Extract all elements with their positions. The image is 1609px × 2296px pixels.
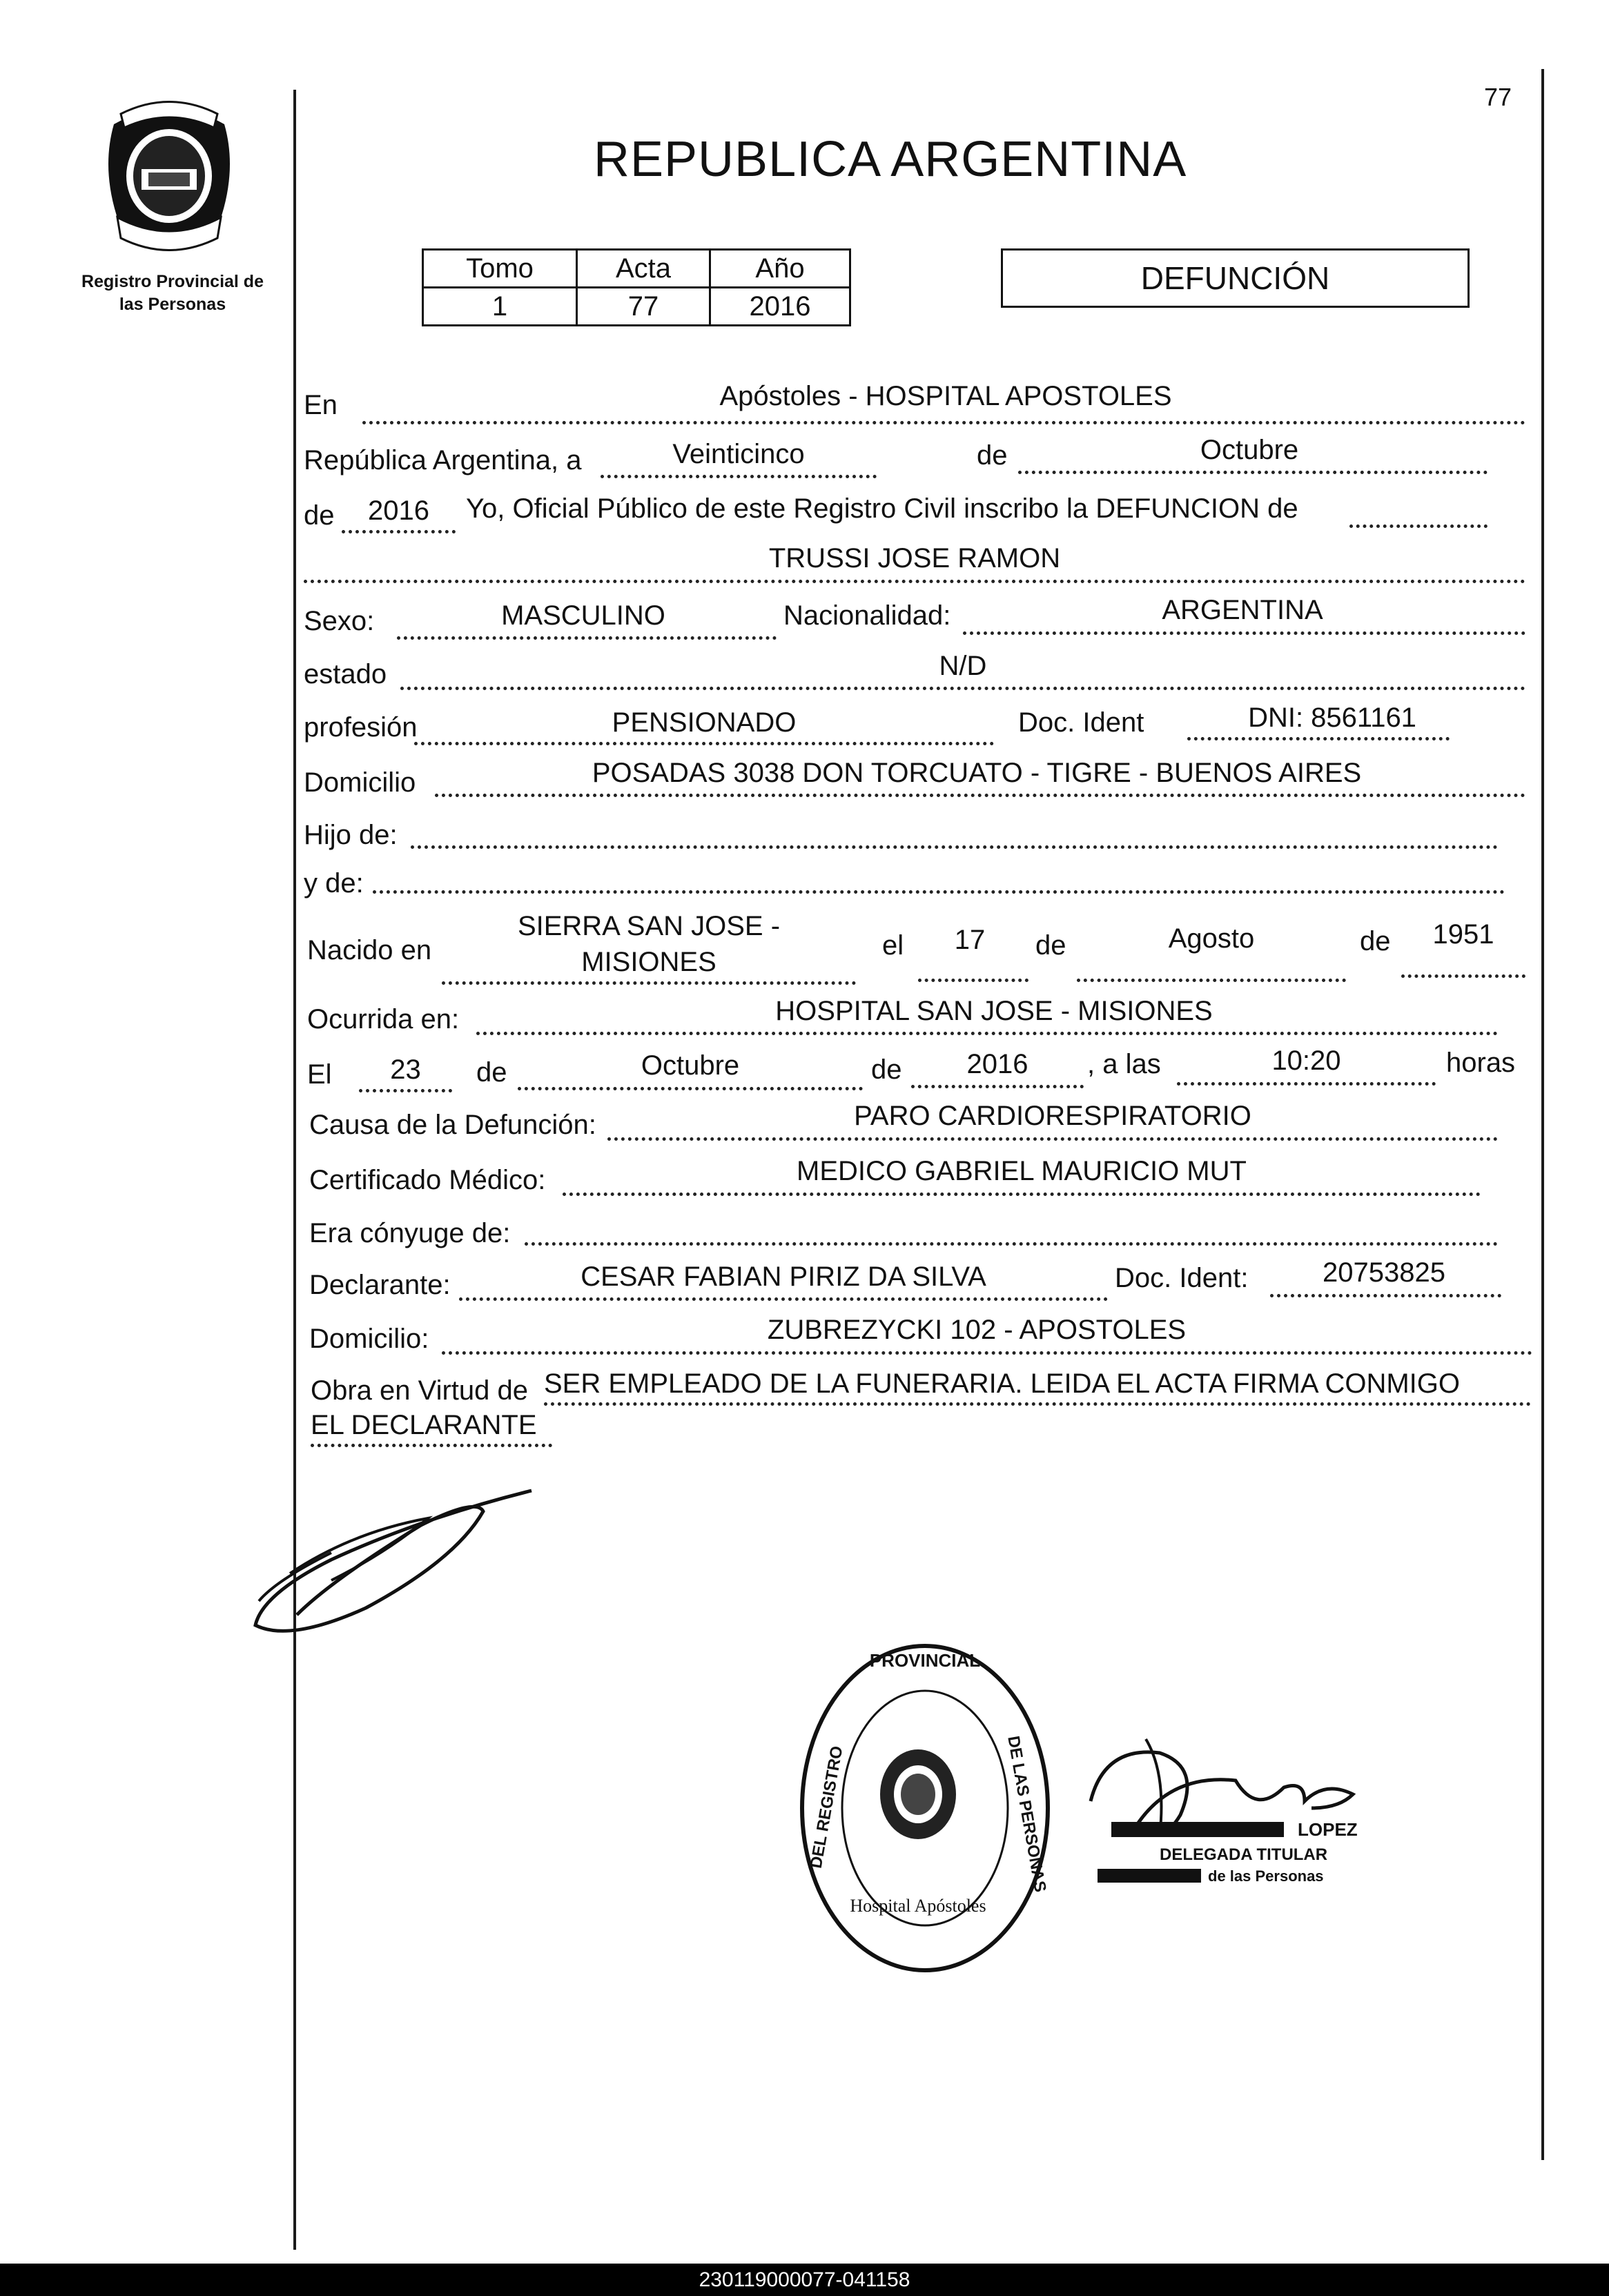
value-obra-line1: SER EMPLEADO DE LA FUNERARIA. LEIDA EL ACTA FIRMA CONMIGO xyxy=(544,1368,1460,1399)
label-doc-ident: Doc. Ident: xyxy=(1115,1263,1249,1293)
label-de: de xyxy=(476,1057,507,1088)
value-place: Apóstoles - HOSPITAL APOSTOLES xyxy=(719,381,1172,411)
label-declarante: Declarante: xyxy=(309,1270,451,1300)
registry-caption-line1: Registro Provincial de xyxy=(81,272,264,291)
dotted-line xyxy=(1401,974,1525,978)
value-declarante: CESAR FABIAN PIRIZ DA SILVA xyxy=(581,1262,986,1292)
label-de: de xyxy=(871,1054,902,1085)
svg-text:DE LAS PERSONAS: DE LAS PERSONAS xyxy=(1004,1734,1050,1894)
provincial-seal-logo xyxy=(93,97,245,259)
value-year: 2016 xyxy=(368,495,429,526)
dotted-line xyxy=(400,687,1525,690)
dotted-line xyxy=(1077,979,1346,982)
dotted-line xyxy=(911,1085,1084,1088)
dotted-line xyxy=(476,1032,1498,1035)
record-table-cell: 2016 xyxy=(710,288,850,326)
dotted-line xyxy=(1349,524,1488,528)
dotted-line xyxy=(359,1089,452,1092)
value-ocurrida-en: HOSPITAL SAN JOSE - MISIONES xyxy=(775,996,1213,1026)
dotted-line xyxy=(362,421,1525,424)
dotted-line xyxy=(1177,1082,1436,1086)
svg-text:de las Personas: de las Personas xyxy=(1208,1867,1324,1885)
value-declarante-doc: 20753825 xyxy=(1323,1257,1445,1288)
svg-text:PROVINCIAL: PROVINCIAL xyxy=(869,1650,981,1671)
value-declarante-domicilio: ZUBREZYCKI 102 - APOSTOLES xyxy=(767,1315,1187,1345)
page-number: 77 xyxy=(1484,83,1512,111)
value-certificado: MEDICO GABRIEL MAURICIO MUT xyxy=(797,1156,1247,1186)
official-title: DELEGADA TITULAR xyxy=(1160,1845,1328,1864)
dotted-line xyxy=(442,1351,1532,1355)
value-nacido-en-line2: MISIONES xyxy=(581,947,716,977)
dotted-line xyxy=(525,1242,1498,1246)
label-de: de xyxy=(304,500,335,531)
value-causa: PARO CARDIORESPIRATORIO xyxy=(854,1101,1251,1131)
dotted-line xyxy=(963,631,1525,635)
value-obra-line2: EL DECLARANTE xyxy=(311,1410,537,1440)
value-estado: N/D xyxy=(939,651,987,681)
dotted-line xyxy=(918,979,1028,982)
label-y-de: y de: xyxy=(304,868,364,899)
label-horas: horas xyxy=(1446,1048,1516,1078)
dotted-line xyxy=(607,1137,1498,1141)
record-table-value-row xyxy=(423,288,850,326)
registry-caption xyxy=(69,271,276,316)
registry-caption-line2: las Personas xyxy=(119,295,226,314)
svg-text:DEL REGISTRO: DEL REGISTRO xyxy=(806,1744,847,1870)
dotted-line xyxy=(601,475,877,478)
dotted-line xyxy=(397,636,777,640)
dotted-line xyxy=(435,794,1525,797)
label-nacido-en: Nacido en xyxy=(307,935,432,965)
svg-text:LOPEZ: LOPEZ xyxy=(1298,1819,1358,1840)
page-title: REPUBLICA ARGENTINA xyxy=(594,132,1187,187)
dotted-line xyxy=(1187,737,1450,740)
value-death-time: 10:20 xyxy=(1271,1046,1341,1076)
value-birth-year: 1951 xyxy=(1432,919,1494,950)
dotted-line xyxy=(518,1087,863,1090)
value-sexo: MASCULINO xyxy=(501,600,665,631)
footer-document-id: 230119000077-041158 xyxy=(0,2264,1609,2296)
value-nacionalidad: ARGENTINA xyxy=(1162,595,1323,625)
statement-text: Yo, Oficial Público de este Registro Civil inscribo la DEFUNCION de xyxy=(466,493,1298,524)
label-de: de xyxy=(1360,926,1391,956)
label-profesion: profesión xyxy=(304,712,418,743)
value-deceased-name: TRUSSI JOSE RAMON xyxy=(768,543,1061,573)
official-signature xyxy=(1077,1718,1436,1891)
value-doc-ident: DNI: 8561161 xyxy=(1248,703,1416,733)
label-a-las: , a las xyxy=(1087,1049,1161,1079)
dotted-line xyxy=(304,580,1525,583)
label-republica: República Argentina, a xyxy=(304,445,582,475)
value-birth-month: Agosto xyxy=(1168,923,1255,954)
dotted-line xyxy=(414,742,994,745)
label-certificado: Certificado Médico: xyxy=(309,1165,546,1195)
label-de: de xyxy=(977,440,1008,471)
dotted-line xyxy=(459,1297,1108,1301)
record-table-header: Tomo xyxy=(423,250,577,288)
dotted-line xyxy=(544,1402,1531,1406)
value-day-words: Veinticinco xyxy=(672,439,805,469)
right-margin-line xyxy=(1541,69,1544,2160)
dotted-line xyxy=(442,981,856,985)
record-type-box: DEFUNCIÓN xyxy=(1001,248,1470,308)
svg-text:Hospital Apóstoles: Hospital Apóstoles xyxy=(850,1896,986,1916)
label-hijo-de: Hijo de: xyxy=(304,820,398,850)
label-en: En xyxy=(304,390,338,420)
label-el: El xyxy=(307,1059,332,1090)
value-death-day: 23 xyxy=(390,1054,421,1085)
left-margin-line xyxy=(293,90,296,2250)
value-death-month: Octubre xyxy=(641,1050,740,1081)
dotted-line xyxy=(311,1444,552,1447)
value-death-year: 2016 xyxy=(966,1049,1028,1079)
label-estado: estado xyxy=(304,659,387,689)
dotted-line xyxy=(1270,1294,1501,1297)
dotted-line xyxy=(563,1193,1481,1196)
dotted-line xyxy=(373,890,1505,894)
label-causa: Causa de la Defunción: xyxy=(309,1110,596,1140)
label-sexo: Sexo: xyxy=(304,606,375,636)
record-table-header: Año xyxy=(710,250,850,288)
value-nacido-en-line1: SIERRA SAN JOSE - xyxy=(517,911,781,941)
label-obra: Obra en Virtud de xyxy=(311,1375,529,1406)
label-conyuge: Era cónyuge de: xyxy=(309,1218,511,1248)
value-birth-day: 17 xyxy=(954,925,986,955)
value-domicilio: POSADAS 3038 DON TORCUATO - TIGRE - BUENOS AIRES xyxy=(592,758,1362,788)
label-ocurrida-en: Ocurrida en: xyxy=(307,1004,460,1034)
record-table-header-row xyxy=(423,250,850,288)
value-profesion: PENSIONADO xyxy=(612,707,797,738)
record-table-cell: 1 xyxy=(423,288,577,326)
label-domicilio: Domicilio xyxy=(304,767,416,798)
label-doc-ident: Doc. Ident xyxy=(1018,707,1144,738)
value-month: Octubre xyxy=(1200,435,1299,465)
official-stamp xyxy=(794,1636,1056,1981)
record-number-table xyxy=(422,248,851,326)
dotted-line xyxy=(411,845,1498,849)
dotted-line xyxy=(1018,471,1488,474)
record-table-header: Acta xyxy=(577,250,710,288)
record-table-cell: 77 xyxy=(577,288,710,326)
label-nacionalidad: Nacionalidad: xyxy=(783,600,951,631)
declarant-signature xyxy=(248,1477,538,1642)
dotted-line xyxy=(342,530,456,533)
label-domicilio: Domicilio: xyxy=(309,1324,429,1354)
label-el: el xyxy=(882,930,904,961)
label-de: de xyxy=(1035,930,1066,961)
